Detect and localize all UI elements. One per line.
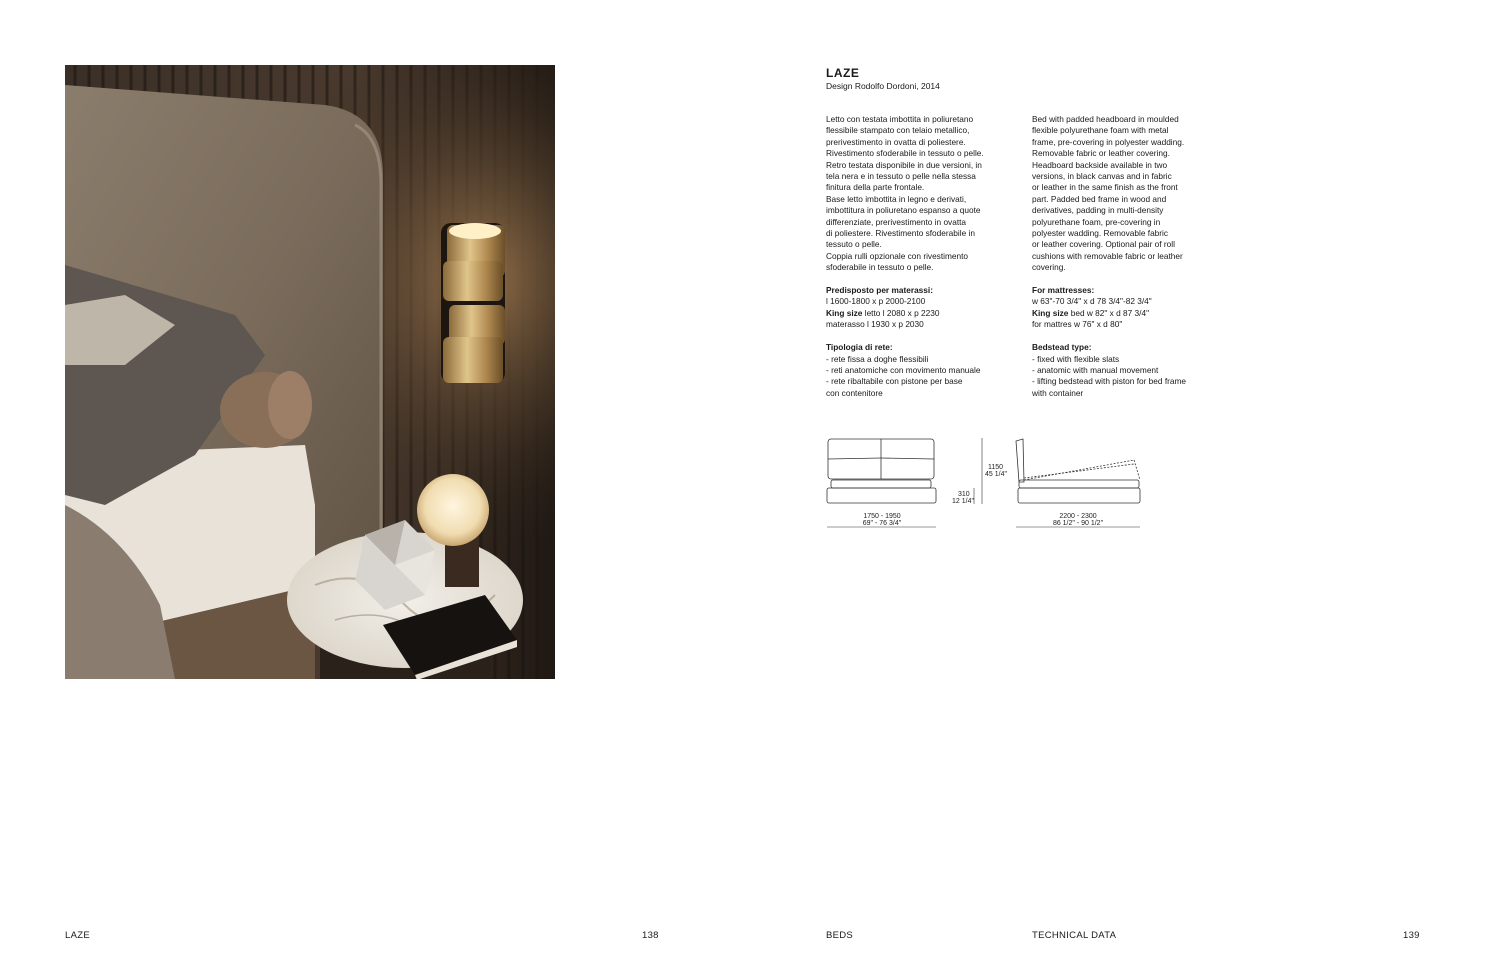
- product-photo: [65, 65, 555, 679]
- text-line: versions, in black canvas and in fabric: [1032, 171, 1172, 182]
- base-item: - reti anatomiche con movimento manuale: [826, 364, 981, 375]
- italian-column: [826, 114, 1011, 399]
- text-line: di poliestere. Rivestimento sfoderabile in: [826, 228, 975, 239]
- text-line: differenziate, prerivestimento in ovatta: [826, 216, 967, 227]
- text-line: cushions with removable fabric or leather: [1032, 250, 1183, 261]
- footer-right-page-number: 139: [1403, 930, 1420, 941]
- text-line: part. Padded bed frame in wood and: [1032, 193, 1167, 204]
- product-title-block: [826, 66, 940, 92]
- english-base-types: [1032, 342, 1217, 399]
- king-size-line: [826, 308, 1011, 319]
- text-line: Letto con testata imbottita in poliuretano: [826, 114, 974, 124]
- king-size-label: King size: [1032, 307, 1069, 318]
- king-size-line: [1032, 308, 1217, 319]
- text-line: finitura della parte frontale.: [826, 182, 925, 193]
- italian-mattress-spec: [826, 285, 1011, 331]
- text-line: flexible polyurethane foam with metal: [1032, 125, 1169, 136]
- text-line: tessuto o pelle.: [826, 239, 882, 250]
- mattress-size: l 1600-1800 x p 2000-2100: [826, 296, 926, 307]
- base-item: con contenitore: [826, 387, 883, 398]
- text-line: Removable fabric or leather covering.: [1032, 148, 1170, 159]
- text-line: tela nera e in tessuto o pelle nella stessa: [826, 171, 976, 182]
- base-item: - lifting bedstead with piston for bed frame: [1032, 376, 1187, 387]
- base-height-in-label: 12 1/4": [952, 498, 974, 505]
- text-line: flessibile stampato con telaio metallico,: [826, 125, 970, 136]
- text-line: Coppia rulli opzionale con rivestimento: [826, 250, 969, 261]
- king-size-label: King size: [826, 307, 863, 318]
- footer-section: BEDS: [826, 930, 854, 941]
- italian-description: [826, 114, 1011, 274]
- base-item: - rete fissa a doghe flessibili: [826, 353, 929, 364]
- english-mattress-spec: [1032, 285, 1217, 331]
- designer-credit: Design Rodolfo Dordoni, 2014: [826, 81, 940, 91]
- italian-base-types: [826, 342, 1011, 399]
- length-in-label: 86 1/2" - 90 1/2": [1052, 520, 1104, 527]
- base-item: - rete ribaltabile con pistone per base: [826, 376, 963, 387]
- footer-left-page-number: 138: [642, 930, 659, 941]
- bed-dimension-drawing: [822, 432, 1152, 532]
- english-column: [1032, 114, 1217, 399]
- king-mattress-size: materasso l 1930 x p 2030: [826, 319, 924, 330]
- bedroom-photo-illustration: [65, 65, 555, 679]
- english-description: [1032, 114, 1217, 274]
- text-line: polyurethane foam, pre-covering in: [1032, 216, 1161, 227]
- base-item: - anatomic with manual movement: [1032, 364, 1159, 375]
- product-name: LAZE: [826, 66, 860, 80]
- king-mattress-size: for mattres w 76" x d 80": [1032, 319, 1123, 330]
- text-line: sfoderabile in tessuto o pelle.: [826, 262, 934, 273]
- text-line: or leather covering. Optional pair of roll: [1032, 239, 1175, 250]
- text-line: frame, pre-covering in polyester wadding.: [1032, 136, 1185, 147]
- text-line: Retro testata disponibile in due versioni, in: [826, 159, 982, 170]
- text-line: derivatives, padding in multi-density: [1032, 205, 1164, 216]
- height-in-label: 45 1/4": [985, 471, 1007, 478]
- text-line: Headboard backside available in two: [1032, 159, 1168, 170]
- text-line: Rivestimento sfoderabile in tessuto o pelle.: [826, 148, 984, 159]
- technical-drawing: [822, 432, 1152, 532]
- text-line: prerivestimento in ovatta di poliestere.: [826, 136, 966, 147]
- king-size-value: bed w 82" x d 87 3/4": [1068, 307, 1150, 318]
- footer-left-title: LAZE: [65, 930, 90, 941]
- base-heading: Bedstead type:: [1032, 342, 1092, 353]
- text-line: or leather in the same finish as the front: [1032, 182, 1178, 193]
- length-mm-label: 2200 - 2300: [1059, 513, 1097, 520]
- mattress-heading: Predisposto per materassi:: [826, 285, 933, 296]
- mattress-size: w 63"-70 3/4" x d 78 3/4"-82 3/4": [1032, 296, 1152, 307]
- base-item: with container: [1032, 387, 1084, 398]
- text-line: polyester wadding. Removable fabric: [1032, 228, 1169, 239]
- base-height-mm-label: 310: [958, 491, 970, 498]
- mattress-heading: For mattresses:: [1032, 285, 1095, 296]
- text-line: Base letto imbottita in legno e derivati,: [826, 193, 967, 204]
- width-mm-label: 1750 - 1950: [863, 513, 901, 520]
- text-line: Bed with padded headboard in moulded: [1032, 114, 1179, 124]
- base-heading: Tipologia di rete:: [826, 342, 893, 353]
- width-in-label: 69" - 76 3/4": [862, 520, 902, 527]
- text-line: covering.: [1032, 262, 1066, 273]
- footer-subsection: TECHNICAL DATA: [1032, 930, 1117, 941]
- base-item: - fixed with flexible slats: [1032, 353, 1120, 364]
- height-mm-label: 1150: [988, 464, 1004, 471]
- king-size-value: letto l 2080 x p 2230: [862, 307, 940, 318]
- text-line: imbottitura in poliuretano espanso a quote: [826, 205, 981, 216]
